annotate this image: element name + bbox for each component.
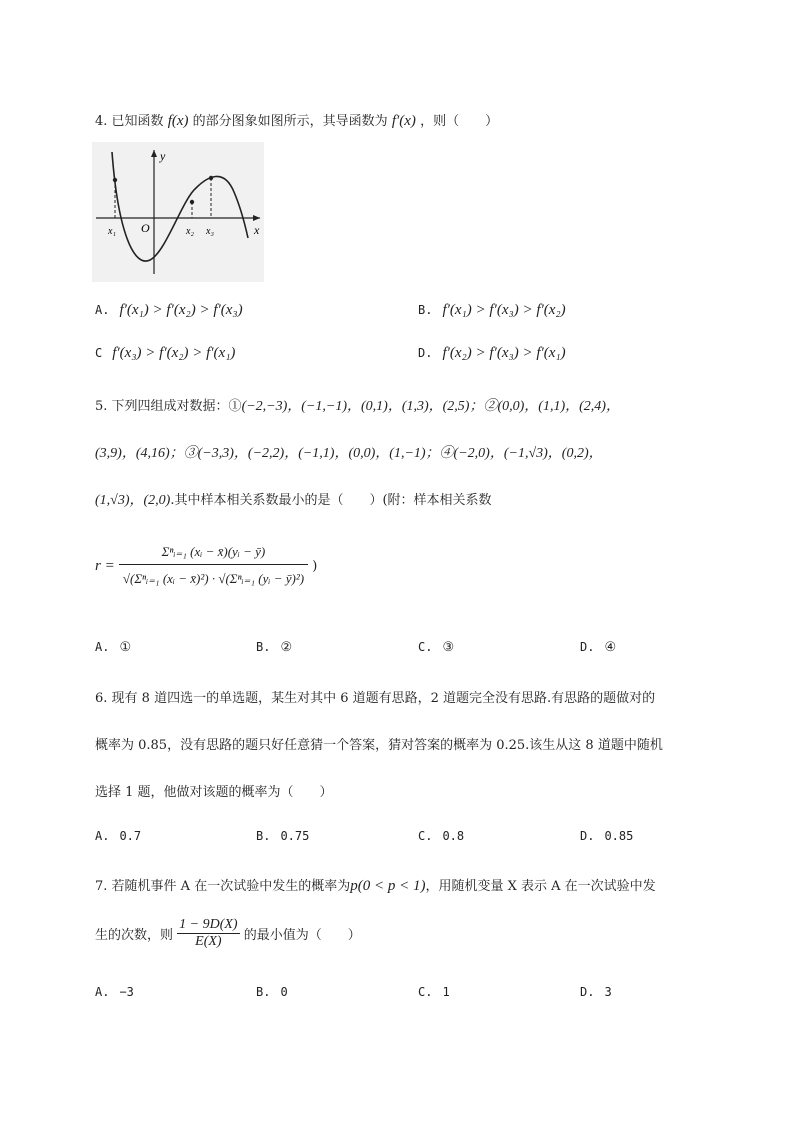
option-expr: f′(x₃) > f′(x₂) > f′(x₁) — [112, 345, 236, 361]
formula-r: r = — [95, 558, 115, 574]
option-text: ④ — [604, 640, 617, 655]
option-label: B. — [256, 640, 271, 654]
q5-data-2: (3,9)，(4,16)；③(−3,3)，(−2,2)，(−1,1)，(0,0)，(1,−1)；④(−2,0)，(−1,√3)，(0,2)， — [95, 446, 603, 461]
q5-option-d[interactable] — [580, 640, 616, 655]
q4-option-c[interactable] — [95, 345, 235, 362]
q6-line-3: 选择 1 题，他做对该题的概率为（ ） — [95, 785, 333, 800]
option-label: C — [95, 346, 103, 360]
x1-point — [113, 178, 117, 182]
x1-label: x₁ — [108, 226, 116, 237]
q7-line-2 — [95, 917, 361, 950]
q5-data-3: (1,√3)，(2,0) — [95, 493, 171, 508]
option-expr: f′(x₁) > f′(x₃) > f′(x₂) — [442, 302, 566, 318]
option-label: A. — [95, 985, 110, 999]
q5-text-3: .其中样本相关系数最小的是（ ）(附：样本相关系数 — [170, 493, 492, 508]
q6-option-b[interactable] — [256, 829, 319, 844]
x-label: x — [254, 223, 260, 237]
q4-option-b[interactable] — [418, 302, 566, 319]
q7-option-c[interactable] — [418, 985, 460, 1000]
q7-line-1 — [95, 875, 656, 895]
option-text: 0.8 — [442, 829, 465, 843]
x3-label: x₃ — [206, 226, 214, 237]
x2-point — [190, 200, 194, 204]
option-label: A. — [95, 640, 110, 654]
q4-dfx: f′(x) — [391, 113, 416, 129]
q4-stem — [95, 110, 498, 130]
origin-label: O — [141, 221, 150, 235]
x-axis-arrow — [253, 215, 260, 221]
q7-text-b: ，用随机变量 X 表示 A 在一次试验中发 — [425, 879, 656, 894]
q4-stem-a: 已知函数 — [111, 114, 164, 129]
option-text: 0.75 — [280, 829, 310, 843]
option-label: A. — [95, 303, 110, 317]
option-text: ② — [280, 640, 293, 655]
option-label: D. — [580, 985, 595, 999]
q4-stem-c: ，则（ ） — [420, 114, 499, 129]
x3-point — [209, 176, 213, 180]
q6-option-c[interactable] — [418, 829, 474, 844]
q5-line-2 — [95, 442, 603, 462]
q7-text-c: 生的次数，则 — [95, 928, 174, 943]
option-text: ① — [119, 640, 132, 655]
q4-fx: f(x) — [167, 113, 189, 129]
q4-function-graph — [92, 142, 264, 282]
option-label: C. — [418, 829, 433, 843]
option-text: ③ — [442, 640, 455, 655]
option-label: B. — [256, 829, 271, 843]
q5-line-3 — [95, 489, 492, 509]
q4-stem-b: 的部分图象如图所示，其导函数为 — [192, 114, 388, 129]
q7-frac-den: E(X) — [195, 934, 222, 949]
q5-option-c[interactable] — [418, 640, 454, 655]
q5-option-a[interactable] — [95, 640, 131, 655]
option-label: C. — [418, 985, 433, 999]
function-curve — [112, 152, 248, 261]
q5-text-1: 下列四组成对数据：① — [111, 399, 242, 414]
q4-option-a[interactable] — [95, 302, 243, 319]
x2-label: x₂ — [186, 226, 194, 237]
option-label: C. — [418, 640, 433, 654]
option-text: 3 — [604, 985, 612, 999]
option-text: 0 — [280, 985, 288, 999]
option-text: 0.85 — [604, 829, 634, 843]
option-label: D. — [580, 640, 595, 654]
q7-option-d[interactable] — [580, 985, 622, 1000]
q6-option-d[interactable] — [580, 829, 643, 844]
formula-fraction — [119, 540, 308, 593]
q5-line-1 — [95, 395, 620, 415]
q4-graph-svg — [92, 142, 264, 282]
option-text: 0.7 — [119, 829, 142, 843]
option-label: B. — [256, 985, 271, 999]
option-expr: f′(x₁) > f′(x₂) > f′(x₃) — [119, 302, 243, 318]
option-label: A. — [95, 829, 110, 843]
formula-denominator: √(Σⁿᵢ₌₁ (xᵢ − x̄)²) · √(Σⁿᵢ₌₁ (yᵢ − ȳ)²) — [122, 571, 305, 586]
q5-number: 5. — [95, 399, 108, 414]
q6-option-a[interactable] — [95, 829, 151, 844]
q7-option-a[interactable] — [95, 985, 144, 1000]
q7-fraction — [177, 917, 239, 950]
q6-line-2: 概率为 0.85，没有思路的题只好任意猜一个答案，猜对答案的概率为 0.25.该生从这 8 道题中随机 — [95, 738, 663, 753]
q6-line-1: 6. 现有 8 道四选一的单选题，某生对其中 6 道题有思路，2 道题完全没有思路.有思路的题做对的 — [95, 691, 656, 706]
q7-option-b[interactable] — [256, 985, 298, 1000]
q7-text-a: 7. 若随机事件 A 在一次试验中发生的概率为 — [95, 879, 351, 894]
y-label: y — [160, 149, 166, 163]
q7-frac-num: 1 − 9D(X) — [179, 917, 238, 932]
option-label: D. — [418, 346, 433, 360]
formula-close: ) — [312, 559, 318, 574]
option-expr: f′(x₂) > f′(x₃) > f′(x₁) — [442, 345, 566, 361]
option-text: −3 — [119, 985, 134, 999]
q4-number: 4. — [95, 114, 108, 129]
formula-numerator: Σⁿᵢ₌₁ (xᵢ − x̄)(yᵢ − ȳ) — [119, 540, 308, 565]
q7-text-d: 的最小值为（ ） — [243, 928, 361, 943]
q7-p-range: p(0 < p < 1) — [350, 878, 426, 894]
q4-option-d[interactable] — [418, 345, 566, 362]
option-text: 1 — [442, 985, 450, 999]
option-label: B. — [418, 303, 433, 317]
q5-option-b[interactable] — [256, 640, 292, 655]
y-axis-arrow — [151, 150, 157, 157]
q5-correlation-formula — [95, 540, 317, 593]
q5-data-1: (−2,−3)，(−1,−1)，(0,1)，(1,3)，(2,5)；②(0,0)，(1,1)，(2,4)， — [241, 399, 620, 414]
option-label: D. — [580, 829, 595, 843]
